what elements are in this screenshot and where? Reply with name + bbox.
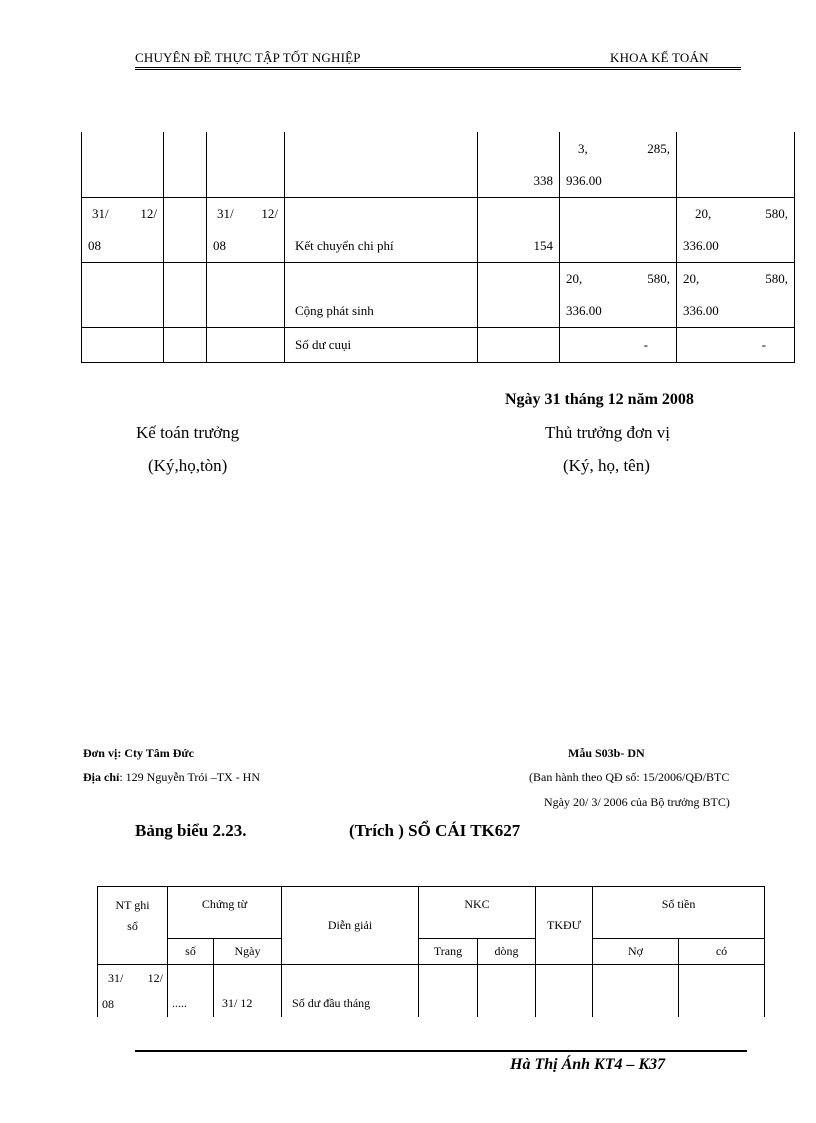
table-row [82, 327, 795, 362]
description-cell: Số dư đầu tháng [292, 996, 371, 1010]
director-title: Thủ trưởng đơn vị [545, 423, 670, 442]
header-rule [135, 67, 741, 68]
account-cell: 154 [533, 237, 553, 253]
header-voucher-no: số [185, 944, 196, 958]
doc-date-cell: 31/ 12/ 08 [207, 197, 285, 262]
header-post-date: NT ghi sổ [98, 887, 168, 965]
header-credit: có [715, 944, 728, 958]
header-amount: Số tiền [661, 897, 696, 911]
chief-accountant-title: Kế toán trưởng [136, 423, 240, 442]
header-voucher: Chứng từ [201, 897, 248, 911]
header-journal: NKC [464, 897, 490, 911]
signature-date: Ngày 31 tháng 12 năm 2008 [505, 391, 694, 408]
table-row [82, 197, 795, 262]
description-cell: Kết chuyển chi phí [295, 237, 394, 253]
voucher-no-cell: ..... [172, 996, 187, 1010]
header-page: Trang [433, 944, 463, 958]
header-description: Diễn giải [327, 918, 373, 932]
footer-author: Hà Thị Ánh KT4 – K37 [510, 1056, 666, 1073]
table-row [82, 262, 795, 327]
credit-cell: 20, 580, 336.00 [677, 262, 795, 327]
header-line: dòng [494, 944, 519, 958]
table-subheader-row [98, 939, 765, 965]
header-debit: Nợ [628, 944, 644, 958]
decree-line-2: Ngày 20/ 3/ 2006 của Bộ trưởng BTC) [544, 795, 730, 809]
description-cell: Cộng phát sinh [295, 302, 374, 318]
table-header-row [98, 887, 765, 939]
form-code: Mẫu S03b- DN [568, 746, 645, 760]
voucher-date-cell: 31/ 12 [222, 996, 253, 1010]
header-rule-second [135, 69, 741, 70]
ledger-title: (Trích ) SỔ CÁI TK627 [349, 821, 521, 840]
company-address: Địa chỉ: 129 Nguyễn Trói –TX - HN [83, 770, 261, 784]
debit-cell: 20, 580, 336.00 [560, 262, 677, 327]
director-sign-note: (Ký, họ, tên) [563, 456, 650, 475]
debit-cell: - [643, 336, 648, 352]
table-caption: Bảng biểu 2.23. [135, 821, 247, 840]
company-unit: Đơn vị: Cty Tâm Đức [83, 746, 194, 760]
description-cell: Số dư cuụi [295, 336, 352, 352]
account-cell: 338 [533, 172, 553, 188]
table-row [98, 965, 765, 1018]
decree-line-1: (Ban hành theo QĐ số: 15/2006/QĐ/BTC [529, 770, 730, 784]
ledger-table [97, 886, 765, 1017]
continued-ledger-table [81, 132, 795, 363]
debit-cell: 3, 285, 936.00 [560, 132, 677, 197]
header-left-title: CHUYÊN ĐỀ THỰC TẬP TỐT NGHIỆP [135, 50, 361, 65]
footer-rule [135, 1050, 747, 1052]
credit-cell: 20, 580, 336.00 [677, 197, 795, 262]
header-voucher-date: Ngày [234, 944, 261, 958]
post-date-cell: 31/ 12/ 08 [82, 197, 164, 262]
table-row [82, 132, 795, 197]
header-right-title: KHOA KẾ TOÁN [610, 50, 709, 65]
header-contra-account: TKĐƯ [547, 918, 581, 932]
chief-accountant-sign-note: (Ký,họ,tòn) [148, 456, 228, 475]
post-date-cell: 31/ 12/ 08 [98, 965, 168, 1018]
credit-cell: - [761, 336, 766, 352]
